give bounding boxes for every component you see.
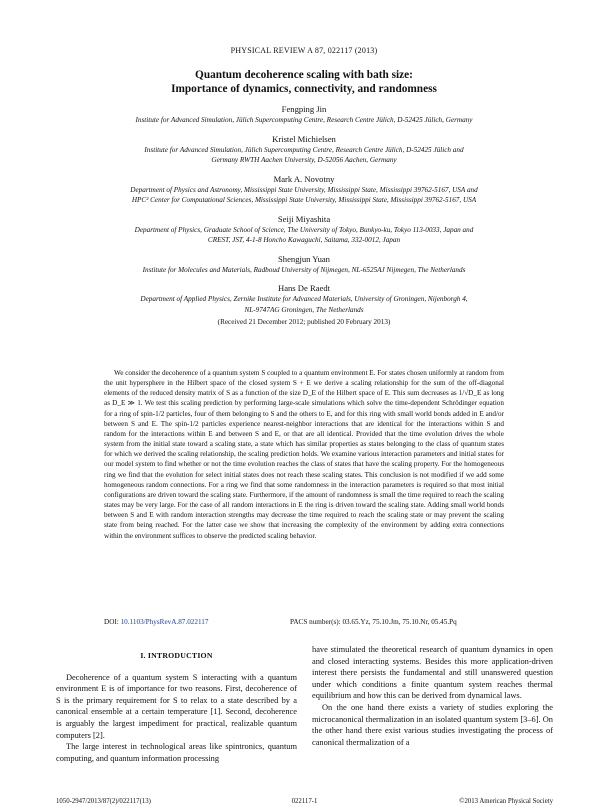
author-affiliation: HPC² Center for Computational Sciences, Mississippi State University, Mississippi State, Mississippi 39762-5167, USA — [131, 196, 477, 204]
author-affiliation: Department of Physics and Astronomy, Mississippi State University, Mississippi State, Mississippi 39762-5167, USA and — [130, 185, 478, 194]
author-name: Mark A. Novotny — [273, 173, 335, 184]
author-affiliation: Germany RWTH Aachen University, D-52056 Aachen, Germany — [211, 156, 397, 164]
paragraph: Decoherence of a quantum system S interacting with a quantum environment E is of importance for two reasons. First, decoherence of S is the primary requirement for S to relax to a state described by a canonical ensemble at a certain temperature [1]. Second, decoherence is arguably the largest impediment for practical, realizable quantum computers [2]. — [56, 672, 297, 740]
author-name: Shengjun Yuan — [278, 253, 330, 264]
author-affiliation: Institute for Advanced Simulation, Jülich Supercomputing Centre, Research Centre Jülich, D-52425 Jülich, Germany — [135, 116, 473, 124]
author-affiliation: Department of Physics, Graduate School of Science, The University of Tokyo, Bunkyo-ku, Tokyo 113-0033, Japan and — [134, 225, 474, 234]
page-number: 022117-1 — [291, 798, 318, 805]
paragraph: On the one hand there exists a variety of studies exploring the microcanonical thermalization in an isolated quantum system [3–6]. On the other hand there exist various studies investigating the process of canonical thermalization of a — [312, 702, 553, 747]
doi-link[interactable]: 10.1103/PhysRevA.87.022117 — [120, 618, 209, 626]
author-block — [60, 134, 548, 166]
author-name: Fengping Jin — [281, 104, 327, 114]
journal-header: PHYSICAL REVIEW A 87, 022117 (2013) — [230, 46, 378, 55]
paper-title — [40, 68, 568, 96]
paragraph: have stimulated the theoretical research of quantum dynamics in open and closed interacting systems. Besides this more application-driven interest there persists the fundamental and still unanswered question under which conditions a finite quantum system reaches thermal equilibrium and how this can be derived from dynamical laws. — [312, 645, 553, 701]
abstract: We consider the decoherence of a quantum system S coupled to a quantum environment E. For states chosen uniformly at random from the unit hypersphere in the Hilbert space of the closed system S + E we derive a scaling relationship for the sum of the off-diagonal elements of the reduced density matrix of S as a function of the size D_E of the Hilbert space of E. This sum decreases as 1/√D_E as long as D_E ≫ 1. We test this scaling prediction by performing large-scale simulations which solve the time-dependent Schrödinger equation for a ring of spin-1/2 particles, four of them belonging to S and the others to E, and for this ring with small world bonds added in E and/or between S and E. The spin-1/2 particles experience nearest-neighbor interactions that are identical for the interactions within S and random for the interactions within E and between S and E, or that are all identical. Provided that the time evolution drives the whole system from the initial state toward a scaling state, a state which has similar properties as states belonging to the class of quantum states for which we derived the scaling relationship, the scaling prediction holds. We examine various interaction parameters and initial states for our model system to find whether or not the time evolution reaches the class of states that have the scaling property. For the homogeneous ring we find that the evolution for select initial states does not reach these scaling states. This conclusion is not modified if we add some homogeneous random connections. For a ring we find that some randomness in the interaction parameters is required so that most initial configurations are driven toward the scaling state. Furthermore, if the amount of randomness is small the time required to reach the scaling states may be very large. For the case of all random interactions in E the ring is driven toward the scaling state. Adding small world bonds between S and E with random interaction strengths may decrease the time required to reach the scaling state or may prevent the scaling state from being reached. For the latter case we show that increasing the complexity of the environment by adding extra connections within the environment suffices to observe the predicted scaling behavior. — [104, 369, 504, 540]
author-block — [60, 174, 548, 206]
author-affiliation: Department of Applied Physics, Zernike Institute for Advanced Materials, University of Groningen, Nijenborgh 4, — [140, 295, 468, 303]
doi-label: DOI: — [104, 618, 119, 626]
footer-issn: 1050-2947/2013/87(2)/022117(13) — [56, 798, 151, 805]
author-name: Hans De Raedt — [277, 283, 331, 293]
copyright: ©2013 American Physical Society — [459, 798, 553, 805]
author-name: Seiji Miyashita — [277, 213, 331, 224]
paragraph: The large interest in technological areas like spintronics, quantum computing, and quantum information processing — [56, 742, 297, 763]
pacs-numbers: PACS number(s): 03.65.Yz, 75.10.Jm, 75.10.Nr, 05.45.Pq — [290, 618, 457, 626]
author-affiliation: Institute for Advanced Simulation, Jülich Supercomputing Centre, Research Centre Jülich, D-52425 Jülich and — [144, 145, 464, 154]
author-list — [60, 104, 548, 327]
right-column — [312, 644, 553, 748]
author-affiliation: NL-9747AG Groningen, The Netherlands — [244, 305, 364, 314]
author-block — [60, 214, 548, 246]
author-affiliation: CREST, JST, 4-1-8 Honcho Kawaguchi, Saitama, 332-0012, Japan — [207, 236, 401, 244]
left-column — [56, 644, 297, 764]
author-affiliation: Institute for Molecules and Materials, Radboud University of Nijmegen, NL-6525AJ Nijmegen, The Netherlands — [142, 265, 466, 274]
author-block — [60, 104, 548, 126]
section-heading: I. INTRODUCTION — [140, 651, 213, 660]
received-dates: (Received 21 December 2012; published 20 February 2013) — [217, 318, 391, 326]
title-line-2: Importance of dynamics, connectivity, and randomness — [171, 83, 437, 95]
doi — [104, 618, 209, 626]
author-block — [60, 254, 548, 276]
title-line-1: Quantum decoherence scaling with bath size: — [195, 69, 413, 81]
author-block — [60, 283, 548, 315]
author-name: Kristel Michielsen — [272, 133, 336, 144]
